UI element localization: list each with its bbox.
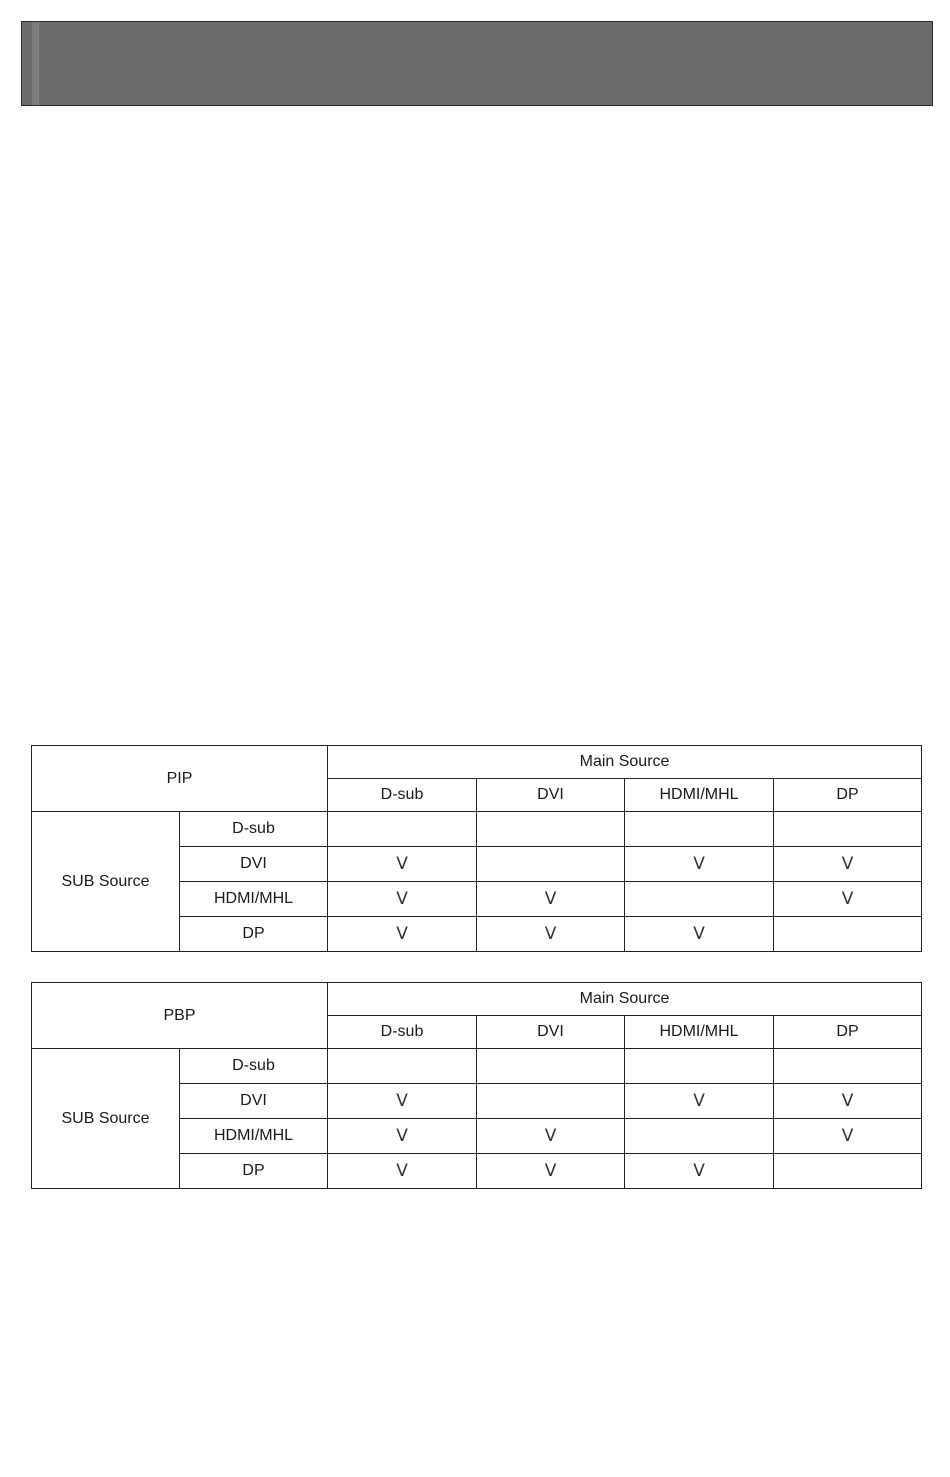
table-mode-label: PIP xyxy=(32,746,328,812)
compat-cell xyxy=(625,812,774,847)
compat-cell: V xyxy=(774,1119,922,1154)
section-header-bar xyxy=(21,21,933,106)
compat-cell xyxy=(774,1049,922,1084)
compat-cell xyxy=(625,1049,774,1084)
compat-cell: V xyxy=(328,1084,477,1119)
pbp-compatibility-table xyxy=(31,982,922,1189)
compat-cell: V xyxy=(774,847,922,882)
table-row xyxy=(32,812,922,847)
sub-source-header: SUB Source xyxy=(32,812,180,952)
main-source-column: DP xyxy=(774,779,922,812)
main-source-header: Main Source xyxy=(328,746,922,779)
compat-cell: V xyxy=(625,847,774,882)
sub-source-label: HDMI/MHL xyxy=(180,882,328,917)
main-source-column: HDMI/MHL xyxy=(625,779,774,812)
compat-cell xyxy=(477,847,625,882)
sub-source-label: DP xyxy=(180,917,328,952)
compat-cell: V xyxy=(477,1154,625,1189)
table-mode-label: PBP xyxy=(32,983,328,1049)
compat-cell: V xyxy=(477,882,625,917)
header-bar-edge xyxy=(32,22,39,105)
main-source-column: DVI xyxy=(477,1016,625,1049)
compat-cell: V xyxy=(625,1084,774,1119)
compat-cell: V xyxy=(774,1084,922,1119)
compat-cell xyxy=(774,917,922,952)
compat-cell: V xyxy=(625,917,774,952)
sub-source-label: D-sub xyxy=(180,1049,328,1084)
table-row xyxy=(32,1049,922,1084)
compat-cell xyxy=(328,812,477,847)
compat-cell xyxy=(477,1084,625,1119)
main-source-column: D-sub xyxy=(328,1016,477,1049)
compat-cell: V xyxy=(477,1119,625,1154)
main-source-header: Main Source xyxy=(328,983,922,1016)
main-source-column: HDMI/MHL xyxy=(625,1016,774,1049)
sub-source-label: DVI xyxy=(180,1084,328,1119)
sub-source-label: DVI xyxy=(180,847,328,882)
compat-cell: V xyxy=(328,847,477,882)
compat-cell xyxy=(328,1049,477,1084)
main-source-column: DVI xyxy=(477,779,625,812)
compat-cell xyxy=(774,812,922,847)
compat-cell: V xyxy=(328,882,477,917)
sub-source-label: HDMI/MHL xyxy=(180,1119,328,1154)
compat-cell xyxy=(625,882,774,917)
main-source-column: D-sub xyxy=(328,779,477,812)
compat-cell xyxy=(477,812,625,847)
compat-cell: V xyxy=(328,1154,477,1189)
compat-cell xyxy=(625,1119,774,1154)
sub-source-header: SUB Source xyxy=(32,1049,180,1189)
compat-cell: V xyxy=(328,917,477,952)
compat-cell: V xyxy=(774,882,922,917)
compat-cell xyxy=(774,1154,922,1189)
compat-cell: V xyxy=(625,1154,774,1189)
compat-cell: V xyxy=(477,917,625,952)
compat-cell xyxy=(477,1049,625,1084)
main-source-column: DP xyxy=(774,1016,922,1049)
sub-source-label: D-sub xyxy=(180,812,328,847)
sub-source-label: DP xyxy=(180,1154,328,1189)
compat-cell: V xyxy=(328,1119,477,1154)
pip-compatibility-table xyxy=(31,745,922,952)
